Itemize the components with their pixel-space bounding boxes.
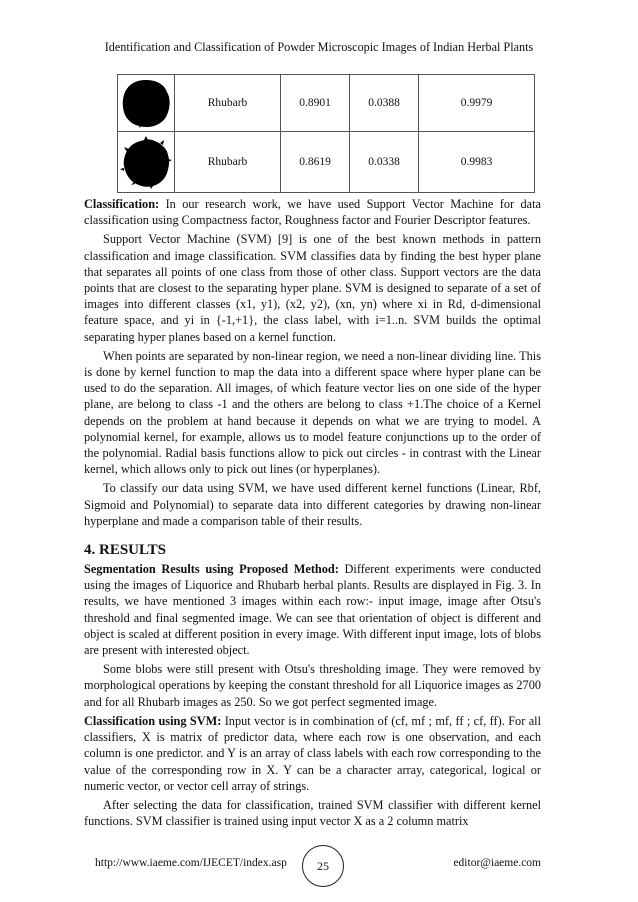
value-cell: 0.8901 [281, 75, 350, 132]
svm-classification-text: Input vector is in combination of (cf, mf ; mf, ff ; cf, ff). For all classifiers, X is matrix of predictor data, where each row is one observation, and each column is one predictor. and Y is an array of class labels with each row corresponding to the value of the corresponding row in X. Y can be a character array, categorical, logical or numeric vector, or vector cell array of strings. [84, 713, 541, 793]
svm-classification-label: Classification using SVM: [84, 713, 222, 728]
segmented-image-cell [118, 132, 175, 193]
page-number: 25 [302, 845, 344, 887]
footer [84, 845, 541, 885]
training-paragraph: After selecting the data for classification, trained SVM classifier with different kernel functions. SVM classifier is trained using input vector X as a 2 column matrix [84, 797, 541, 829]
value-cell: 0.0388 [350, 75, 419, 132]
nonlinear-paragraph: When points are separated by non-linear region, we need a non-linear dividing line. This is done by kernel function to map the data into a different space where hyper plane can be used to do the separation. All images, of which feature vector lies on one side of the hyper plane, are belong to class -1 and the others are belong to class +1.The choice of a Kernel depends on the problem at hand because it depends on what we are trying to model. A polynomial kernel, for example, allows us to model feature conjunctions up to the order of the polynomial. Radial basis functions allow to pick out circles - in contrast with the Linear kernel, which allows only to pick out lines (or hyperplanes). [84, 348, 541, 477]
blobs-paragraph: Some blobs were still present with Otsu's thresholding image. They were removed by morphological operations by keeping the constant threshold for all Liquorice images as 2700 and for all Rhubarb images as 250. So we got perfect segmented image. [84, 662, 541, 709]
svm-classification-paragraph [84, 713, 541, 794]
value-cell: 0.9983 [419, 132, 535, 193]
value-cell: 0.9979 [419, 75, 535, 132]
value-cell: 0.8619 [281, 132, 350, 193]
table-row [118, 75, 535, 132]
body-text [84, 196, 541, 829]
classification-paragraph [84, 196, 541, 228]
segmented-blob-image [120, 77, 172, 129]
plant-name: Rhubarb [175, 132, 281, 193]
results-heading: 4. RESULTS [84, 542, 166, 559]
plant-name: Rhubarb [175, 75, 281, 132]
kernel-paragraph: To classify our data using SVM, we have used different kernel functions (Linear, Rbf, Sigmoid and Polynomial) to separate data into different categories by drawing non-linear hyperplane and made a comparison table of their results. [84, 481, 541, 528]
classification-text: In our research work, we have used Support Vector Machine for data classification using Compactness factor, Roughness factor and Fourier Descriptor features. [84, 197, 541, 228]
results-table [117, 74, 535, 193]
svm-paragraph: Support Vector Machine (SVM) [9] is one of the best known methods in pattern classification and image classification. SVM classifies data by finding the best hyper plane that separates all points of one class from those of other class. Support vectors are the data points that are closest to the separating hyper plane. SVM is designed to separate of a set of images into different classes (x1, y1), (x2, y2), (xn, yn) where xi in Rd, d-dimensional feature space, and yi in {-1,+1}, the class label, with i=1..n. SVM builds the optimal separating hyper planes based on a kernel function. [84, 232, 541, 344]
segmentation-paragraph [84, 561, 541, 658]
journal-url-link[interactable]: http://www.iaeme.com/IJECET/index.asp [95, 857, 287, 869]
editor-email-link[interactable]: editor@iaeme.com [453, 857, 541, 869]
classification-label: Classification: [84, 197, 160, 211]
table-row [118, 132, 535, 193]
segmentation-label: Segmentation Results using Proposed Method: [84, 562, 339, 577]
segmented-image-cell [118, 75, 175, 132]
running-title: Identification and Classification of Powder Microscopic Images of Indian Herbal Plants [104, 40, 534, 54]
segmentation-text: Different experiments were conducted using the images of Liquorice and Rhubarb herbal plants. Results are displayed in Fig. 3. In results, we have mentioned 3 images within each row:- input image, image after Otsu's threshold and final segmented image. We can see that orientation of object is different and object is scaled at different position in every image. With different input image, lots of blobs are present with interested object. [84, 562, 541, 658]
value-cell: 0.0338 [350, 132, 419, 193]
segmented-blob-image [120, 135, 172, 189]
